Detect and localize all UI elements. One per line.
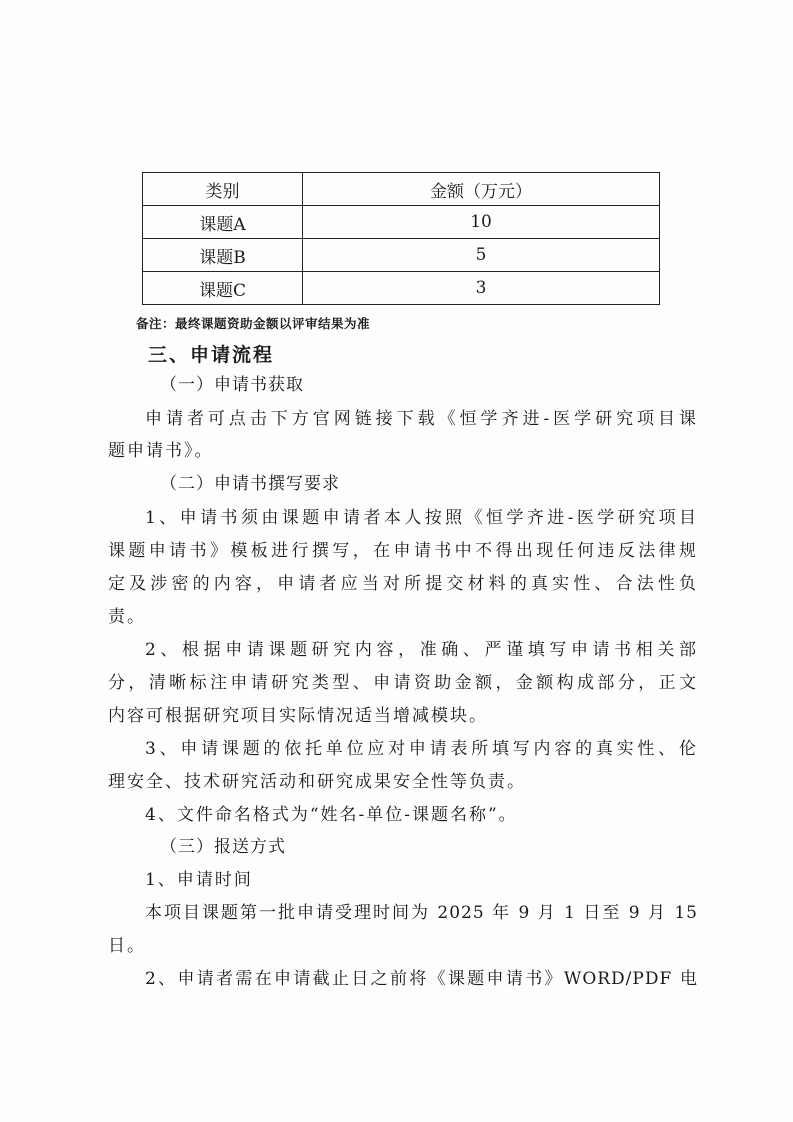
- table-row: [143, 206, 660, 239]
- paragraph-line: 2、申请者需在申请截止日之前将《课题申请书》WORD/PDF 电: [145, 969, 698, 989]
- paragraph-line: 3、申请课题的依托单位应对申请表所填写内容的真实性、伦: [145, 739, 698, 759]
- table-cell-type: 课题C: [143, 272, 303, 305]
- paragraph-line: 本项目课题第一批申请受理时间为 2025 年 9 月 1 日至 9 月 15: [145, 903, 698, 923]
- table-cell-amount: 10: [303, 206, 660, 239]
- paragraph-line: 2、根据申请课题研究内容，准确、严谨填写申请书相关部: [145, 640, 698, 660]
- table-header-cell: 金额（万元）: [303, 173, 660, 206]
- paragraph-line: 分，清晰标注申请研究类型、申请资助金额，金额构成部分，正文: [108, 673, 698, 693]
- paragraph-line: 题申请书》。: [108, 441, 214, 461]
- table-row: [143, 272, 660, 305]
- table-header-row: [143, 173, 660, 206]
- table-cell-type: 课题B: [143, 239, 303, 272]
- subsection-heading: （三）报送方式: [160, 837, 286, 857]
- paragraph-line: 1、申请时间: [145, 870, 253, 890]
- paragraph-line: 课题申请书》模板进行撰写，在申请书中不得出现任何违反法律规: [108, 541, 698, 561]
- paragraph-line: 理安全、技术研究活动和研究成果安全性等负责。: [108, 772, 526, 792]
- table-row: [143, 239, 660, 272]
- paragraph-line: 申请者可点击下方官网链接下载《恒学齐进-医学研究项目课: [145, 409, 698, 429]
- table-cell-amount: 5: [303, 239, 660, 272]
- funding-table: [142, 172, 660, 305]
- paragraph-line: 内容可根据研究项目实际情况适当增减模块。: [108, 706, 488, 726]
- paragraph-line: 定及涉密的内容，申请者应当对所提交材料的真实性、合法性负: [108, 574, 698, 594]
- paragraph-line: 日。: [108, 936, 146, 956]
- table-note: 备注：最终课题资助金额以评审结果为准: [136, 316, 371, 331]
- table-cell-amount: 3: [303, 272, 660, 305]
- section-title: 三、申请流程: [148, 344, 275, 366]
- table-header-cell: 类别: [143, 173, 303, 206]
- paragraph-line: 责。: [108, 607, 146, 627]
- subsection-heading: （二）申请书撰写要求: [160, 474, 340, 494]
- subsection-heading: （一）申请书获取: [160, 375, 304, 395]
- paragraph-line: 1、申请书须由课题申请者本人按照《恒学齐进-医学研究项目: [145, 508, 698, 528]
- table-cell-type: 课题A: [143, 206, 303, 239]
- paragraph-line: 4、文件命名格式为“姓名-单位-课题名称”。: [145, 805, 518, 825]
